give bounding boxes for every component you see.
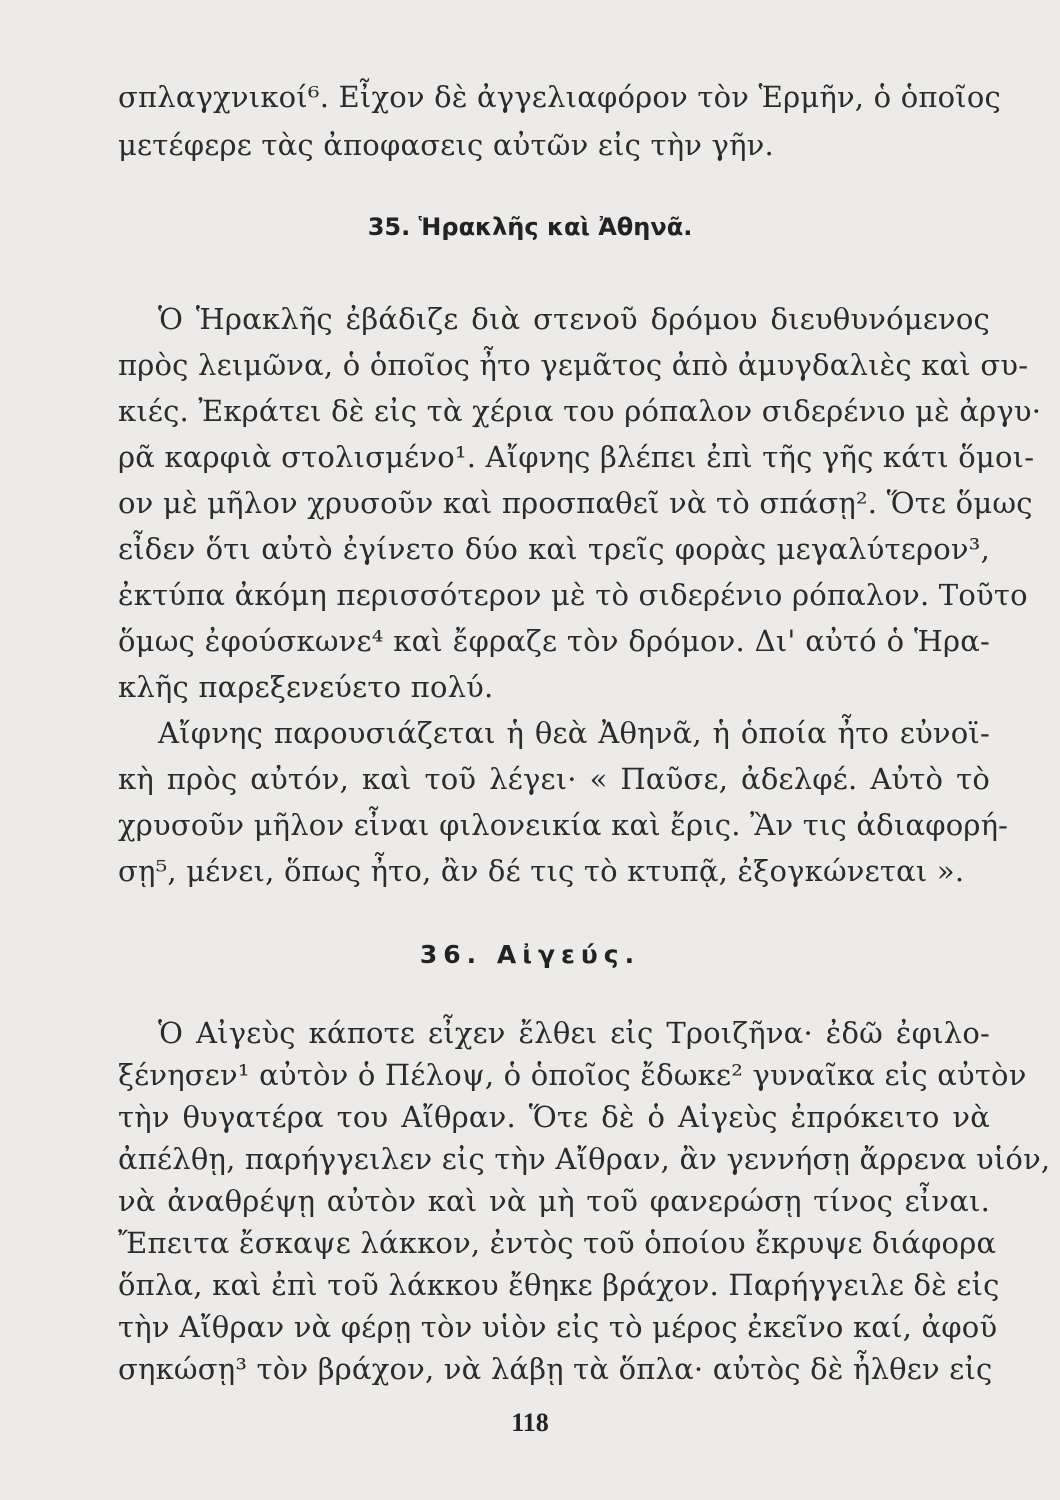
text-line: Ἔπειτα ἔσκαψε λάκκον, ἐντὸς τοῦ ὁποίου ἔκρυψε διάφορα <box>118 1226 997 1260</box>
text-line: εἶδεν ὅτι αὐτὸ ἐγίνετο δύο καὶ τρεῖς φορὰς μεγαλύτερον³, <box>118 532 990 566</box>
text-line: χρυσοῦν μῆλον εἶναι φιλονεικία καὶ ἔρις. Ἂν τις ἀδιαφορή- <box>118 808 1009 842</box>
text-line: ον μὲ μῆλον χρυσοῦν καὶ προσπαθεῖ νὰ τὸ σπάσῃ². Ὅτε ὅμως <box>118 486 1033 520</box>
text-line: πρὸς λειμῶνα, ὁ ὁποῖος ἦτο γεμᾶτος ἀπὸ ἀμυγδαλιὲς καὶ συ- <box>118 348 1029 382</box>
text-line: Αἴφνης παρουσιάζεται ἡ θεὰ Ἀθηνᾶ, ἡ ὁποία ἦτο εὐνοϊ- <box>158 716 990 750</box>
text-line: ἐκτύπα ἀκόμη περισσότερον μὲ τὸ σιδερένιο ρόπαλον. Τοῦτο <box>118 578 1028 612</box>
text-line: σῃ⁵, μένει, ὅπως ἦτο, ἂν δέ τις τὸ κτυπᾷ, ἐξογκώνεται ». <box>118 854 965 888</box>
text-line: τὴν Αἴθραν νὰ φέρῃ τὸν υἱὸν εἰς τὸ μέρος ἐκεῖνο καί, ἀφοῦ <box>118 1310 998 1344</box>
text-line: μετέφερε τὰς ἀποφασεις αὐτῶν εἰς τὴν γῆν. <box>118 128 774 162</box>
text-line: σπλαγχνικοί⁶. Εἶχον δὲ ἀγγελιαφόρον τὸν Ἑρμῆν, ὁ ὁποῖος <box>118 80 1001 114</box>
text-line: ξένησεν¹ αὐτὸν ὁ Πέλοψ, ὁ ὁποῖος ἔδωκε² γυναῖκα εἰς αὐτὸν <box>118 1058 1027 1092</box>
text-line: ρᾶ καρφιὰ στολισμένο¹. Αἴφνης βλέπει ἐπὶ τῆς γῆς κάτι ὅμοι- <box>118 440 1035 474</box>
text-line: κλῆς παρεξενεύετο πολύ. <box>118 670 494 704</box>
text-line: τὴν θυγατέρα του Αἴθραν. Ὅτε δὲ ὁ Αἰγεὺς ἐπρόκειτο νὰ <box>118 1100 990 1134</box>
text-line: ὅμως ἐφούσκωνε⁴ καὶ ἔφραζε τὸν δρόμον. Δι' αὐτό ὁ Ἡρα- <box>118 624 990 658</box>
section-heading-35: 35. Ἡρακλῆς καὶ Ἀθηνᾶ. <box>367 213 693 241</box>
text-line: κὴ πρὸς αὐτόν, καὶ τοῦ λέγει· « Παῦσε, ἀδελφέ. Αὐτὸ τὸ <box>118 762 990 796</box>
text-line: νὰ ἀναθρέψῃ αὐτὸν καὶ νὰ μὴ τοῦ φανερώσῃ τίνος εἶναι. <box>118 1184 990 1218</box>
text-line: Ὁ Ἡρακλῆς ἐβάδιζε διὰ στενοῦ δρόμου διευθυνόμενος <box>158 302 990 336</box>
text-line: σηκώσῃ³ τὸν βράχον, νὰ λάβῃ τὰ ὅπλα· αὐτὸς δὲ ἦλθεν εἰς <box>118 1352 993 1386</box>
section-heading-36: 36. Αἰγεύς. <box>419 940 641 969</box>
text-line: κιές. Ἐκράτει δὲ εἰς τὰ χέρια του ρόπαλον σιδερένιο μὲ ἀργυ· <box>118 394 1042 428</box>
page-number: 118 <box>511 1408 549 1437</box>
text-line: ἀπέλθῃ, παρήγγειλεν εἰς τὴν Αἴθραν, ἂν γεννήσῃ ἄρρενα υἱόν, <box>118 1142 1051 1176</box>
text-line: ὅπλα, καὶ ἐπὶ τοῦ λάκκου ἔθηκε βράχον. Παρήγγειλε δὲ εἰς <box>118 1268 1000 1302</box>
text-line: Ὁ Αἰγεὺς κάποτε εἶχεν ἔλθει εἰς Τροιζῆνα· ἐδῶ ἐφιλο- <box>158 1016 990 1050</box>
